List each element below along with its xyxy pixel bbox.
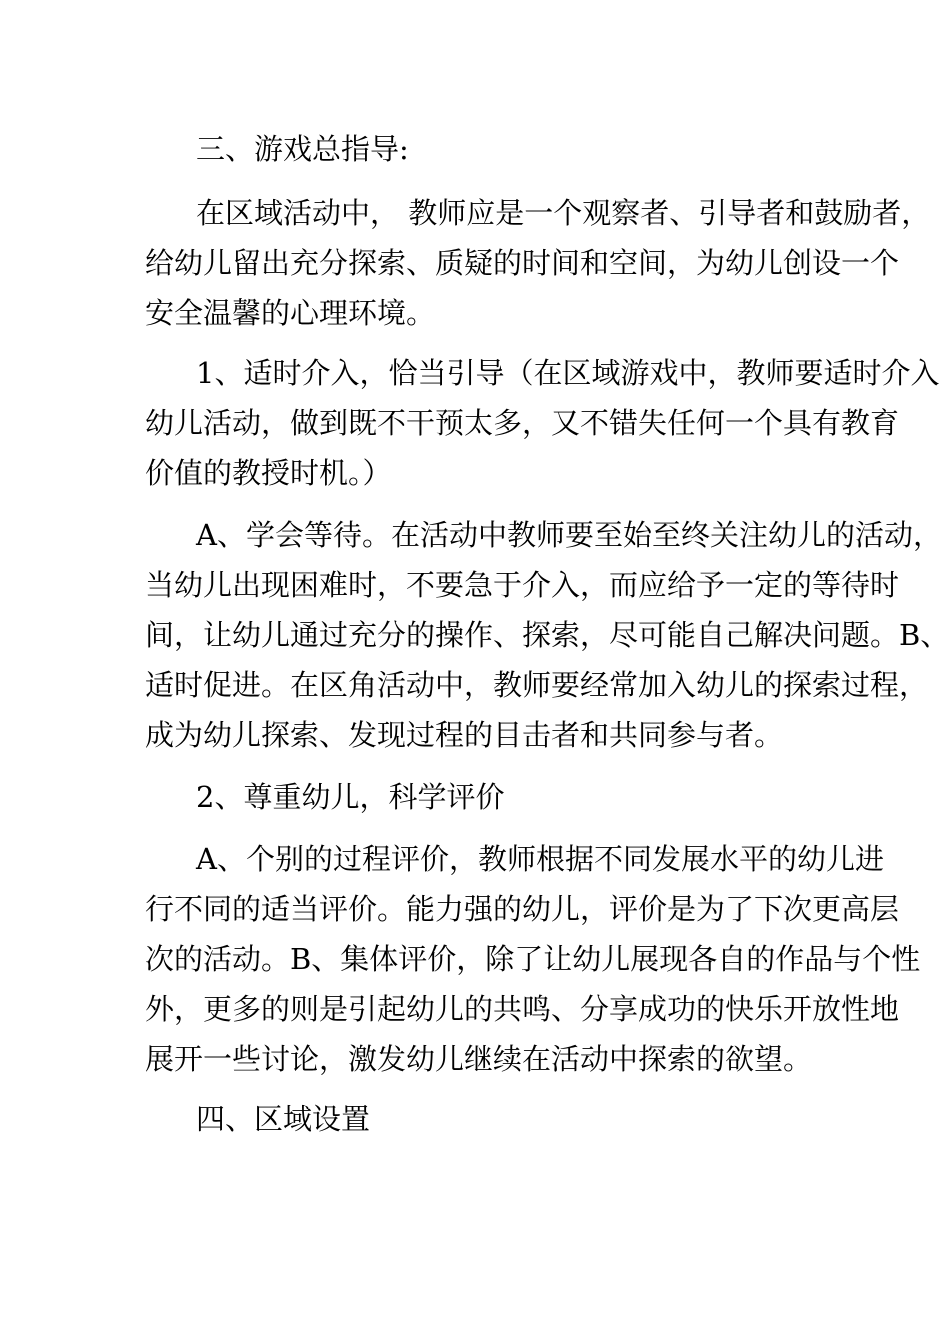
paragraph-line: 间，让幼儿通过充分的操作、探索，尽可能自己解决问题。B、 bbox=[145, 618, 950, 652]
paragraph-line: 次的活动。B、集体评价，除了让幼儿展现各自的作品与个性 bbox=[145, 942, 921, 976]
paragraph-line: 1、适时介入，恰当引导（在区域游戏中，教师要适时介入 bbox=[196, 356, 940, 390]
paragraph-line: 成为幼儿探索、发现过程的目击者和共同参与者。 bbox=[145, 718, 784, 752]
paragraph-line: 展开一些讨论，激发幼儿继续在活动中探索的欲望。 bbox=[145, 1042, 813, 1076]
paragraph-line: 幼儿活动，做到既不干预太多，又不错失任何一个具有教育 bbox=[145, 406, 900, 440]
paragraph-line: 外，更多的则是引起幼儿的共鸣、分享成功的快乐开放性地 bbox=[145, 992, 900, 1026]
paragraph-line: A、个别的过程评价，教师根据不同发展水平的幼儿进 bbox=[196, 842, 884, 876]
paragraph-line: 价值的教授时机。） bbox=[145, 456, 392, 490]
paragraph-line: 安全温馨的心理环境。 bbox=[145, 296, 436, 330]
paragraph-line: 在区域活动中， 教师应是一个观察者、引导者和鼓励者， bbox=[196, 196, 931, 230]
paragraph-line: 行不同的适当评价。能力强的幼儿，评价是为了下次更高层 bbox=[145, 892, 900, 926]
section-heading-3: 三、游戏总指导: bbox=[196, 132, 409, 166]
paragraph-line: 适时促进。在区角活动中，教师要经常加入幼儿的探索过程， bbox=[145, 668, 929, 702]
paragraph-line: A、学会等待。在活动中教师要至始至终关注幼儿的活动， bbox=[196, 518, 942, 552]
section-heading-4: 四、区域设置 bbox=[196, 1102, 371, 1136]
paragraph-line: 当幼儿出现困难时，不要急于介入，而应给予一定的等待时 bbox=[145, 568, 900, 602]
subsection-heading: 2、尊重幼儿，科学评价 bbox=[196, 780, 505, 814]
paragraph-line: 给幼儿留出充分探索、质疑的时间和空间，为幼儿创设一个 bbox=[145, 246, 900, 280]
